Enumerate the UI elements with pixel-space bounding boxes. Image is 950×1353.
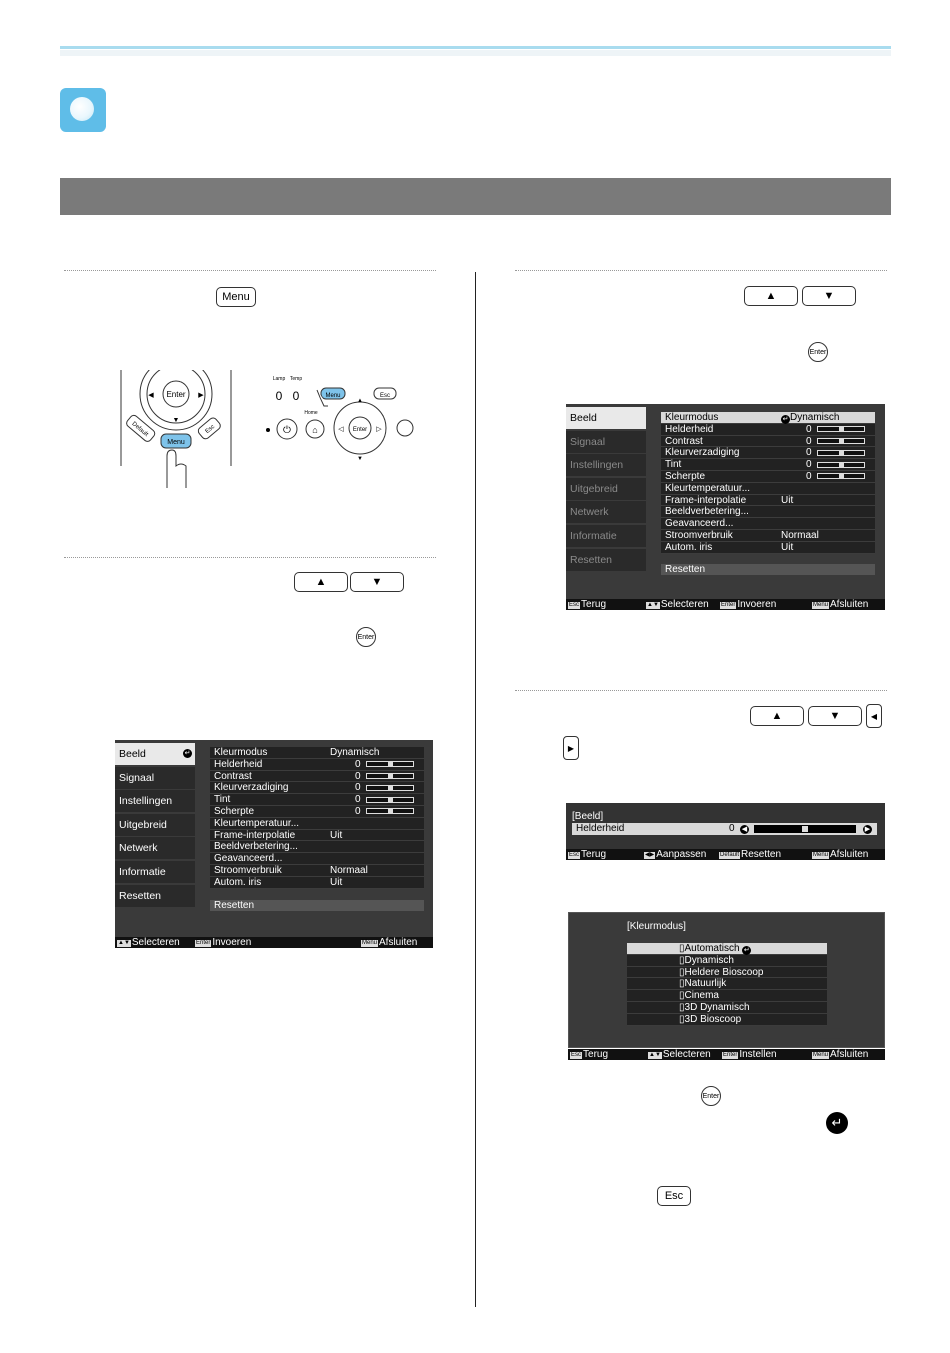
adjust-row: Helderheid 0 ◀ ▶ xyxy=(572,823,877,835)
lamp-label: Lamp xyxy=(272,376,286,382)
menu-row: Contrast 0 xyxy=(210,771,424,783)
step-divider xyxy=(64,270,436,271)
svg-text:◁: ◁ xyxy=(338,426,344,433)
svg-text:▷: ▷ xyxy=(376,426,382,433)
lamp-indicator: 0 xyxy=(275,389,283,403)
enter-label: Enter xyxy=(166,390,186,399)
adjust-slider-knob xyxy=(802,826,808,832)
menu-row: Kleurmodus Dynamisch xyxy=(210,747,424,759)
menu-row: Kleurverzadiging 0 xyxy=(210,782,424,794)
temp-label: Temp xyxy=(289,376,303,382)
home-label: Home xyxy=(304,410,318,416)
slider-bar xyxy=(366,785,414,791)
menu-row: Frame-interpolatie Uit xyxy=(661,495,875,507)
sidebar-item-informatie: Informatie xyxy=(115,861,195,883)
step-divider xyxy=(515,690,887,691)
projector-panel-illustration xyxy=(262,368,422,468)
sidebar-item-resetten: Resetten xyxy=(115,885,195,907)
menu-footer: ▲▼ Selecteren Enter Invoeren Menu Afsluiten xyxy=(115,937,433,948)
mode-option-selected: ▯Automatisch ↵ xyxy=(627,943,827,955)
menu-row: Contrast 0 xyxy=(661,436,875,448)
slider-bar xyxy=(817,438,865,444)
default-label: Default xyxy=(130,421,149,438)
panel-menu-label: Menu xyxy=(325,393,341,399)
left-key-icon: ◀ xyxy=(866,704,882,728)
down-key-icon: ▼ xyxy=(350,572,404,592)
menu-row: Scherpte 0 xyxy=(210,806,424,818)
right-arrow-icon: ▶ xyxy=(198,392,204,399)
top-rule xyxy=(60,46,891,49)
return-mark-icon: ↵ xyxy=(826,1112,848,1134)
adjust-slider xyxy=(754,825,856,833)
color-mode-screen xyxy=(568,912,885,1048)
menu-key-icon: Menu xyxy=(216,287,256,307)
mode-footer: Esc Terug ▲▼ Selecteren Enter Instellen Menu Afsluiten xyxy=(568,1049,885,1060)
menu-row: Tint 0 xyxy=(661,459,875,471)
temp-indicator: 0 xyxy=(292,389,300,403)
menu-row: Stroomverbruik Normaal xyxy=(210,865,424,877)
menu-row: Geavanceerd... xyxy=(210,853,424,865)
menu-row: Beeldverbetering... xyxy=(661,506,875,518)
sidebar-item-resetten: Resetten xyxy=(566,549,646,571)
enter-key-icon: Enter xyxy=(356,627,376,647)
section-bullet-icon xyxy=(60,88,106,132)
up-key-icon: ▲ xyxy=(750,706,804,726)
sidebar-item-signaal: Signaal xyxy=(566,431,646,453)
section-title-bar xyxy=(60,178,891,215)
menu-footer: Esc Terug ▲▼ Selecteren Enter Invoeren Menu Afsluiten xyxy=(566,599,885,610)
panel-esc-label: Esc xyxy=(379,393,391,399)
menu-row: Geavanceerd... xyxy=(661,518,875,530)
panel-up-icon: ▲ xyxy=(357,398,363,404)
sidebar-item-uitgebreid: Uitgebreid xyxy=(115,814,195,836)
sidebar-item-beeld: Beeld ↵ xyxy=(115,743,195,765)
mode-title: [Kleurmodus] xyxy=(627,921,686,932)
beeld-settings-list xyxy=(661,412,875,554)
menu-sidebar xyxy=(115,743,195,908)
adjust-header: [Beeld] xyxy=(572,811,604,822)
esc-label: Esc xyxy=(204,424,217,436)
sidebar-item-instellingen: Instellingen xyxy=(566,454,646,476)
slider-bar xyxy=(817,426,865,432)
down-arrow-icon: ▼ xyxy=(172,417,180,424)
enter-key-icon: Enter xyxy=(701,1086,721,1106)
svg-text:⌂: ⌂ xyxy=(312,425,318,435)
mode-option: ▯Natuurlijk xyxy=(627,978,827,990)
sidebar-item-instellingen: Instellingen xyxy=(115,790,195,812)
slider-bar xyxy=(366,797,414,803)
adjust-footer: Esc Terug ◀▶ Aanpassen Default Resetten Menu Afsluiten xyxy=(566,849,885,860)
mode-option: ▯Dynamisch xyxy=(627,955,827,967)
step-divider xyxy=(64,557,436,558)
top-rule-shade xyxy=(60,50,891,56)
menu-row: Kleurverzadiging 0 xyxy=(661,447,875,459)
enter-key-icon: Enter xyxy=(808,342,828,362)
beeld-settings-list xyxy=(210,747,424,889)
column-divider xyxy=(475,272,476,1307)
reset-row: Resetten xyxy=(661,564,875,575)
up-key-icon: ▲ xyxy=(294,572,348,592)
slider-bar xyxy=(817,462,865,468)
brightness-adjust-screen xyxy=(566,803,885,849)
left-arrow-icon: ◀ xyxy=(148,392,154,399)
menu-row: Helderheid 0 xyxy=(210,759,424,771)
mode-option: ▯Heldere Bioscoop xyxy=(627,967,827,979)
sidebar-item-netwerk: Netwerk xyxy=(566,501,646,523)
reset-row: Resetten xyxy=(210,900,424,911)
slider-bar xyxy=(366,773,414,779)
panel-enter-label: Enter xyxy=(352,427,368,433)
slider-bar xyxy=(366,761,414,767)
menu-row: Frame-interpolatie Uit xyxy=(210,830,424,842)
remote-control-illustration xyxy=(118,370,236,488)
menu-row: Tint 0 xyxy=(210,794,424,806)
menu-row: Beeldverbetering... xyxy=(210,841,424,853)
slider-bar xyxy=(817,450,865,456)
mode-option: ▯3D Bioscoop xyxy=(627,1014,827,1026)
down-key-icon: ▼ xyxy=(808,706,862,726)
mode-option: ▯3D Dynamisch xyxy=(627,1002,827,1014)
slider-bar xyxy=(366,808,414,814)
slider-bar xyxy=(817,473,865,479)
panel-down-icon: ▼ xyxy=(357,456,363,462)
right-key-icon: ▶ xyxy=(563,736,579,760)
menu-row: Scherpte 0 xyxy=(661,471,875,483)
up-key-icon: ▲ xyxy=(744,286,798,306)
down-key-icon: ▼ xyxy=(802,286,856,306)
menu-row-selected: Kleurmodus ↵ Dynamisch xyxy=(661,412,875,424)
sidebar-item-uitgebreid: Uitgebreid xyxy=(566,478,646,500)
mode-option-list xyxy=(627,943,827,1026)
sidebar-item-informatie: Informatie xyxy=(566,525,646,547)
menu-row: Autom. iris Uit xyxy=(210,877,424,889)
menu-row: Kleurtemperatuur... xyxy=(661,483,875,495)
menu-row: Autom. iris Uit xyxy=(661,542,875,554)
sidebar-item-signaal: Signaal xyxy=(115,767,195,789)
step-divider xyxy=(515,270,887,271)
svg-text:⏻: ⏻ xyxy=(283,425,291,436)
menu-row: Stroomverbruik Normaal xyxy=(661,530,875,542)
configuration-menu-screen-selected xyxy=(566,404,885,600)
menu-row: Kleurtemperatuur... xyxy=(210,818,424,830)
sidebar-item-beeld: Beeld xyxy=(566,407,646,429)
menu-row: Helderheid 0 xyxy=(661,424,875,436)
esc-key-icon: Esc xyxy=(657,1186,691,1206)
sidebar-item-netwerk: Netwerk xyxy=(115,837,195,859)
menu-label: Menu xyxy=(167,439,185,446)
mode-option: ▯Cinema xyxy=(627,990,827,1002)
configuration-menu-screen xyxy=(115,740,433,938)
menu-sidebar xyxy=(566,407,646,572)
